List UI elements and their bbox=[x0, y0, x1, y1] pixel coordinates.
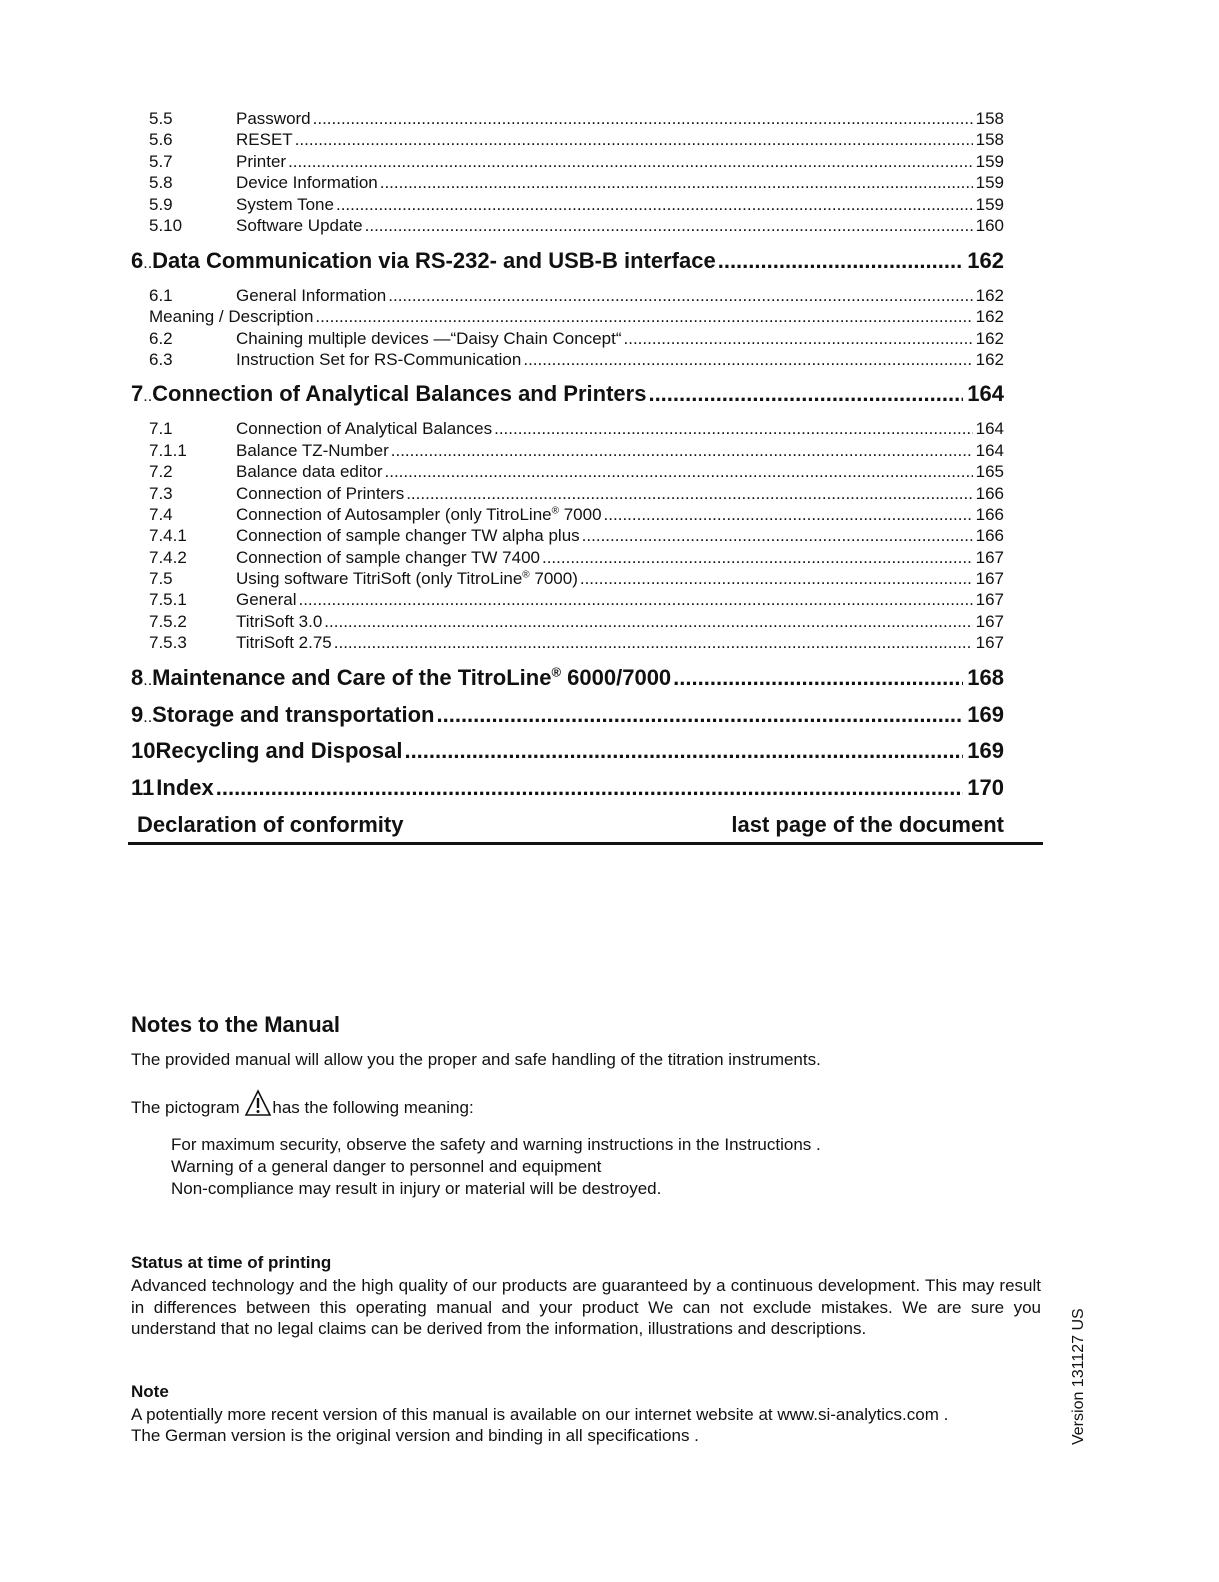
dot-leader bbox=[334, 633, 973, 653]
pictogram-meaning-3: Non-compliance may result in injury or material will be destroyed. bbox=[171, 1179, 662, 1198]
toc-chapter-number: 7.. bbox=[131, 381, 153, 406]
toc-chapter-8[interactable] bbox=[131, 665, 1004, 694]
toc-number: 7.5 bbox=[149, 569, 173, 588]
toc-chapter-6[interactable] bbox=[131, 248, 1004, 277]
dot-leader bbox=[336, 195, 973, 215]
toc-entry-5-8[interactable] bbox=[149, 173, 1004, 193]
toc-page: 167 bbox=[975, 548, 1004, 567]
toc-number: 7.5.1 bbox=[149, 590, 187, 609]
toc-chapter-title: Maintenance and Care of the TitroLine® 6000/7000 bbox=[152, 665, 672, 690]
toc-number: 5.10 bbox=[149, 216, 183, 235]
toc-page: 164 bbox=[975, 441, 1004, 460]
dot-leader bbox=[380, 173, 973, 193]
toc-number: 7.3 bbox=[149, 484, 173, 503]
toc-page: 169 bbox=[967, 738, 1004, 763]
toc-chapter-number: 9.. bbox=[131, 702, 153, 727]
toc-title: System Tone bbox=[236, 195, 334, 214]
toc-entry-5-5[interactable] bbox=[149, 109, 1004, 129]
toc-number: 6.3 bbox=[149, 350, 173, 369]
toc-page: 166 bbox=[975, 505, 1004, 524]
toc-page: 162 bbox=[975, 286, 1004, 305]
toc-title: TitriSoft 3.0 bbox=[236, 612, 323, 631]
dot-leader bbox=[673, 665, 963, 691]
toc-chapter-title: Index bbox=[156, 775, 214, 800]
toc-number: 5.6 bbox=[149, 130, 173, 149]
toc-entry-7-1[interactable] bbox=[149, 419, 1004, 439]
toc-chapter-10[interactable] bbox=[131, 738, 1004, 764]
toc-page: 162 bbox=[975, 350, 1004, 369]
dot-leader bbox=[604, 505, 973, 525]
dot-leader bbox=[542, 548, 973, 568]
toc-title: Connection of Printers bbox=[236, 484, 405, 503]
dot-leader bbox=[315, 307, 972, 327]
toc-entry-6-3[interactable] bbox=[149, 350, 1004, 370]
toc-title: RESET bbox=[236, 130, 293, 149]
toc-number: 7.1.1 bbox=[149, 441, 187, 460]
toc-title: Connection of sample changer TW 7400 bbox=[236, 548, 540, 567]
toc-number: 6.1 bbox=[149, 286, 173, 305]
notes-heading: Notes to the Manual bbox=[131, 1012, 341, 1037]
dot-leader bbox=[324, 612, 972, 632]
toc-entry-5-9[interactable] bbox=[149, 195, 1004, 215]
toc-title: Balance data editor bbox=[236, 462, 383, 481]
toc-page: 158 bbox=[975, 109, 1004, 128]
dot-leader bbox=[365, 216, 973, 236]
toc-number: 7.2 bbox=[149, 462, 173, 481]
toc-page: 168 bbox=[967, 665, 1004, 690]
toc-page: 167 bbox=[975, 569, 1004, 588]
toc-page: 167 bbox=[975, 590, 1004, 609]
toc-entry-6-1[interactable] bbox=[149, 286, 1004, 306]
dot-leader bbox=[388, 286, 972, 306]
toc-page: 167 bbox=[975, 633, 1004, 652]
toc-title: Instruction Set for RS-Communication bbox=[236, 350, 522, 369]
toc-title: General Information bbox=[236, 286, 387, 305]
toc-chapter-11[interactable] bbox=[131, 775, 1004, 801]
toc-page: 158 bbox=[975, 130, 1004, 149]
toc-number: 6.2 bbox=[149, 329, 173, 348]
toc-title: Printer bbox=[236, 152, 287, 171]
toc-title: Software Update bbox=[236, 216, 363, 235]
dot-leader bbox=[295, 130, 973, 150]
pictogram-meaning-1: For maximum security, observe the safety and warning instructions in the Instructions . bbox=[171, 1135, 821, 1154]
toc-entry-5-7[interactable] bbox=[149, 152, 1004, 172]
toc-number: 7.1 bbox=[149, 419, 173, 438]
toc-title: Meaning / Description bbox=[149, 307, 314, 326]
toc-title: Connection of Analytical Balances bbox=[236, 419, 493, 438]
dot-leader bbox=[648, 381, 963, 407]
toc-entry-7-4-1[interactable] bbox=[149, 526, 1004, 546]
toc-title: Using software TitriSoft (only TitroLine® 7000) bbox=[236, 569, 578, 588]
toc-entry-7-5[interactable] bbox=[149, 569, 1004, 589]
toc-entry-meaning-description[interactable] bbox=[149, 307, 1004, 327]
dot-leader bbox=[404, 738, 963, 764]
declaration-title: Declaration of conformity bbox=[137, 812, 404, 837]
dot-leader bbox=[216, 775, 964, 801]
toc-title: Balance TZ-Number bbox=[236, 441, 389, 460]
dot-leader bbox=[391, 441, 973, 461]
declaration-location: last page of the document bbox=[731, 812, 1004, 837]
toc-page: 159 bbox=[975, 173, 1004, 192]
toc-chapter-number: 10 bbox=[131, 738, 156, 763]
dot-leader bbox=[406, 484, 972, 504]
dot-leader bbox=[580, 569, 973, 589]
toc-declaration-row[interactable] bbox=[128, 812, 1043, 845]
toc-chapter-7[interactable] bbox=[131, 381, 1004, 410]
toc-number: 7.5.2 bbox=[149, 612, 187, 631]
toc-chapter-title: Storage and transportation bbox=[152, 702, 435, 727]
notes-intro: The provided manual will allow you the proper and safe handling of the titration instruments. bbox=[131, 1050, 821, 1069]
toc-page: 164 bbox=[975, 419, 1004, 438]
dot-leader bbox=[582, 526, 973, 546]
toc-entry-6-2[interactable] bbox=[149, 329, 1004, 349]
toc-chapter-title: Connection of Analytical Balances and Printers bbox=[152, 381, 647, 406]
dot-leader bbox=[437, 702, 964, 728]
note-heading: Note bbox=[131, 1382, 169, 1401]
toc-entry-5-10[interactable] bbox=[149, 216, 1004, 236]
toc-page: 169 bbox=[967, 702, 1004, 727]
toc-page: 164 bbox=[967, 381, 1004, 406]
toc-entry-7-5-1[interactable] bbox=[149, 590, 1004, 610]
dot-leader bbox=[494, 419, 973, 439]
toc-entry-5-6[interactable] bbox=[149, 130, 1004, 150]
toc-chapter-9[interactable] bbox=[131, 702, 1004, 731]
toc-number: 5.5 bbox=[149, 109, 173, 128]
dot-leader bbox=[523, 350, 972, 370]
toc-page: 167 bbox=[975, 612, 1004, 631]
dot-leader bbox=[313, 109, 973, 129]
pictogram-meaning-2: Warning of a general danger to personnel and equipment bbox=[171, 1157, 602, 1176]
dot-leader bbox=[385, 462, 973, 482]
toc-title: TitriSoft 2.75 bbox=[236, 633, 332, 652]
toc-title: General bbox=[236, 590, 297, 609]
toc-page: 166 bbox=[975, 526, 1004, 545]
toc-title: Device Information bbox=[236, 173, 378, 192]
toc-page: 159 bbox=[975, 152, 1004, 171]
status-text: Advanced technology and the high quality of our products are guaranteed by a continuous development. This may result in differences between this operating manual and your product We can not exclude mistakes. We are sure you understand that no legal claims can be derived from the information, illustrations and descriptions. bbox=[131, 1276, 1041, 1338]
toc-entry-7-1-1[interactable] bbox=[149, 441, 1004, 461]
note-line-1: A potentially more recent version of this manual is available on our internet website at www.si-analytics.com . bbox=[131, 1405, 949, 1424]
toc-number: 7.5.3 bbox=[149, 633, 187, 652]
toc-page: 165 bbox=[975, 462, 1004, 481]
status-heading: Status at time of printing bbox=[131, 1253, 332, 1272]
toc-title: Password bbox=[236, 109, 311, 128]
toc-title: Connection of Autosampler (only TitroLine® 7000 bbox=[236, 505, 602, 524]
toc-entry-7-5-2[interactable] bbox=[149, 612, 1004, 632]
dot-leader bbox=[298, 590, 972, 610]
toc-page: 162 bbox=[967, 248, 1004, 273]
toc-page: 162 bbox=[975, 307, 1004, 326]
toc-number: 7.4.2 bbox=[149, 548, 187, 567]
dot-leader bbox=[288, 152, 973, 172]
toc-page: 160 bbox=[975, 216, 1004, 235]
toc-number: 7.4 bbox=[149, 505, 173, 524]
toc-chapter-number: 11 bbox=[131, 775, 155, 800]
toc-title: Chaining multiple devices —“Daisy Chain Concept“ bbox=[236, 329, 622, 348]
note-line-2: The German version is the original version and binding in all specifications . bbox=[131, 1426, 699, 1445]
toc-chapter-title: Data Communication via RS-232- and USB-B interface bbox=[152, 248, 716, 273]
toc-page: 159 bbox=[975, 195, 1004, 214]
pictogram-line: The pictogram has the following meaning: bbox=[131, 1089, 474, 1123]
toc-entry-7-3[interactable] bbox=[149, 484, 1004, 504]
toc-entry-7-5-3[interactable] bbox=[149, 633, 1004, 653]
toc-title: Connection of sample changer TW alpha plus bbox=[236, 526, 580, 545]
toc-chapter-title: Recycling and Disposal bbox=[155, 738, 403, 763]
toc-page: 166 bbox=[975, 484, 1004, 503]
dot-leader bbox=[718, 248, 964, 274]
toc-page: 170 bbox=[967, 775, 1004, 800]
toc-number: 7.4.1 bbox=[149, 526, 187, 545]
toc-chapter-number: 8.. bbox=[131, 665, 153, 690]
dot-leader bbox=[624, 329, 973, 349]
toc-page: 162 bbox=[975, 329, 1004, 348]
toc-number: 5.7 bbox=[149, 152, 173, 171]
toc-entry-7-4[interactable] bbox=[149, 505, 1004, 525]
toc-chapter-number: 6.. bbox=[131, 248, 153, 273]
version-label: Version 131127 US bbox=[1070, 1308, 1087, 1445]
toc-entry-7-2[interactable] bbox=[149, 462, 1004, 482]
warning-triangle-icon bbox=[244, 1089, 272, 1117]
toc-number: 5.8 bbox=[149, 173, 173, 192]
toc-number: 5.9 bbox=[149, 195, 173, 214]
toc-entry-7-4-2[interactable] bbox=[149, 548, 1004, 568]
